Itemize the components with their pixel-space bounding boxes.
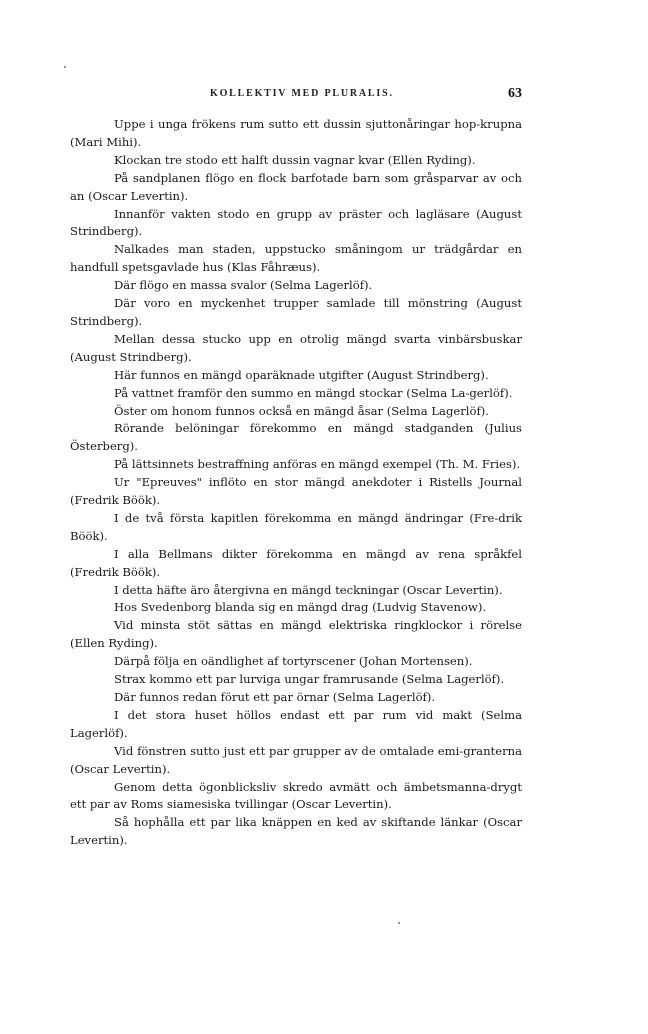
paragraph: Vid minsta stöt sättas en mängd elektriska ringklockor i rörelse (Ellen Ryding). [70, 618, 522, 651]
paragraph: Strax kommo ett par lurviga ungar framrusande (Selma Lagerlöf). [114, 672, 505, 687]
page-body [70, 116, 522, 850]
paragraph: Mellan dessa stucko upp en otrolig mängd svarta vinbärsbuskar (August Strindberg). [70, 331, 522, 364]
paragraph: Rörande belöningar förekommo en mängd stadganden (Julius Österberg). [70, 421, 522, 454]
paragraph: Vid fönstren sutto just ett par grupper av de omtalade emi-granterna (Oscar Levertin). [70, 743, 522, 776]
paragraph: På sandplanen flögo en flock barfotade barn som gråsparvar av och an (Oscar Levertin). [70, 170, 522, 203]
paragraph: Här funnos en mängd oparäknade utgifter (August Strindberg). [114, 367, 489, 382]
page-header [70, 86, 526, 106]
scan-speck [64, 66, 66, 68]
paragraph: Där voro en myckenhet trupper samlade till mönstring (August Strindberg). [70, 296, 522, 328]
running-title: KOLLEKTIV MED PLURALIS. [210, 88, 394, 99]
scan-speck [398, 922, 400, 924]
paragraph: Där flögo en massa svalor (Selma Lagerlöf). [114, 278, 373, 293]
paragraph: Där funnos redan förut ett par örnar (Selma Lagerlöf). [114, 690, 436, 704]
paragraph: Så hophålla ett par lika knäppen en ked av skiftande länkar (Oscar Levertin). [70, 815, 522, 848]
paragraph: Genom detta ögonblicksliv skredo avmätt och ämbetsmanna-drygt ett par av Roms siamesiska tvillingar (Oscar Levertin). [70, 779, 522, 812]
paragraph: Uppe i unga frökens rum sutto ett dussin sjuttonåringar hop-krupna (Mari Mihi). [70, 117, 522, 149]
paragraph: Klockan tre stodo ett halft dussin vagnar kvar (Ellen Ryding). [114, 152, 476, 167]
paragraph: Innanför vakten stodo en grupp av präster och lagläsare (August Strindberg). [70, 206, 522, 239]
paragraph: Ur "Epreuves" inflöto en stor mängd anekdoter i Ristells Journal (Fredrik Böök). [70, 475, 522, 508]
paragraph: På lättsinnets bestraffning anföras en mängd exempel (Th. M. Fries). [114, 457, 521, 472]
page-number: 63 [508, 86, 522, 101]
paragraph: Hos Svedenborg blanda sig en mängd drag (Ludvig Stavenow). [114, 600, 487, 615]
paragraph: Därpå följa en oändlighet af tortyrscener (Johan Mortensen). [114, 654, 473, 669]
paragraph: I det stora huset höllos endast ett par rum vid makt (Selma Lagerlöf). [70, 707, 522, 740]
paragraph: I alla Bellmans dikter förekomma en mängd av rena språkfel (Fredrik Böök). [70, 546, 522, 579]
paragraph: Nalkades man staden, uppstucko småningom ur trädgårdar en handfull spetsgavlade hus (Klas Fåhræus). [70, 242, 522, 275]
paragraph: På vattnet framför den summo en mängd stockar (Selma La-gerlöf). [114, 385, 513, 400]
paragraph: I detta häfte äro återgivna en mängd teckningar (Oscar Levertin). [114, 582, 503, 597]
paragraph: I de två första kapitlen förekomma en mängd ändringar (Fre-drik Böök). [70, 510, 522, 543]
paragraph: Öster om honom funnos också en mängd åsar (Selma Lagerlöf). [114, 403, 489, 418]
